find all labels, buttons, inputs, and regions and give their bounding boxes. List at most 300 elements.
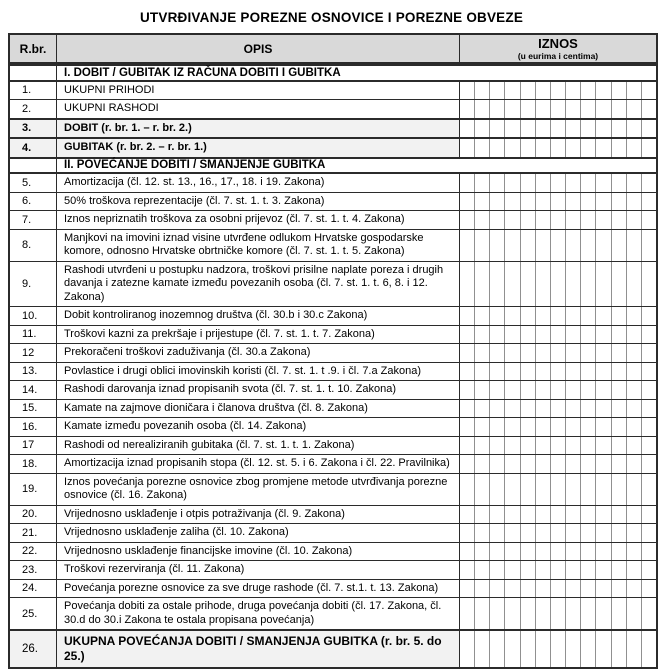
digit-box[interactable] [595,381,610,399]
digit-box[interactable] [520,631,535,667]
digit-box[interactable] [595,455,610,473]
digit-box[interactable] [504,230,519,261]
digit-box[interactable] [504,580,519,598]
digit-box[interactable] [641,400,656,418]
digit-box[interactable] [580,524,595,542]
digit-box[interactable] [460,598,474,629]
digit-box[interactable] [489,174,504,192]
digit-box[interactable] [626,139,641,157]
digit-box[interactable] [565,100,580,118]
digit-box[interactable] [504,174,519,192]
digit-box[interactable] [489,474,504,505]
digit-box[interactable] [504,193,519,211]
digit-box[interactable] [460,193,474,211]
digit-box[interactable] [460,100,474,118]
digit-box[interactable] [550,506,565,524]
digit-box[interactable] [641,344,656,362]
digit-box[interactable] [535,230,550,261]
digit-box[interactable] [641,437,656,455]
digit-box[interactable] [504,400,519,418]
digit-box[interactable] [460,418,474,436]
digit-box[interactable] [641,211,656,229]
digit-box[interactable] [595,307,610,325]
digit-box[interactable] [595,139,610,157]
digit-box[interactable] [595,524,610,542]
digit-box[interactable] [504,455,519,473]
digit-box[interactable] [565,506,580,524]
digit-box[interactable] [580,418,595,436]
digit-box[interactable] [520,561,535,579]
digit-box[interactable] [611,139,626,157]
digit-box[interactable] [565,363,580,381]
digit-box[interactable] [504,524,519,542]
digit-box[interactable] [550,437,565,455]
digit-box[interactable] [611,543,626,561]
digit-box[interactable] [535,211,550,229]
digit-box[interactable] [474,598,489,629]
digit-box[interactable] [550,174,565,192]
digit-box[interactable] [595,120,610,138]
digit-box[interactable] [565,139,580,157]
digit-box[interactable] [460,381,474,399]
digit-box[interactable] [535,400,550,418]
digit-box[interactable] [460,561,474,579]
digit-box[interactable] [504,631,519,667]
digit-box[interactable] [520,211,535,229]
digit-box[interactable] [641,524,656,542]
digit-box[interactable] [474,631,489,667]
digit-box[interactable] [504,139,519,157]
digit-box[interactable] [520,381,535,399]
digit-box[interactable] [535,100,550,118]
digit-box[interactable] [626,262,641,307]
digit-box[interactable] [565,326,580,344]
digit-box[interactable] [474,543,489,561]
digit-box[interactable] [611,455,626,473]
digit-box[interactable] [504,506,519,524]
digit-box[interactable] [489,120,504,138]
digit-box[interactable] [580,363,595,381]
digit-box[interactable] [489,193,504,211]
digit-box[interactable] [611,381,626,399]
digit-box[interactable] [550,418,565,436]
digit-box[interactable] [550,598,565,629]
digit-box[interactable] [460,363,474,381]
digit-box[interactable] [550,100,565,118]
digit-box[interactable] [580,82,595,100]
digit-box[interactable] [626,631,641,667]
digit-box[interactable] [504,211,519,229]
digit-box[interactable] [520,418,535,436]
digit-box[interactable] [580,139,595,157]
digit-box[interactable] [595,631,610,667]
digit-box[interactable] [460,174,474,192]
digit-box[interactable] [460,344,474,362]
digit-box[interactable] [565,631,580,667]
digit-box[interactable] [460,455,474,473]
digit-box[interactable] [460,82,474,100]
digit-box[interactable] [489,139,504,157]
digit-box[interactable] [611,174,626,192]
digit-box[interactable] [580,381,595,399]
digit-box[interactable] [611,193,626,211]
digit-box[interactable] [611,561,626,579]
digit-box[interactable] [595,363,610,381]
digit-box[interactable] [595,100,610,118]
digit-box[interactable] [474,262,489,307]
digit-box[interactable] [580,307,595,325]
digit-box[interactable] [535,326,550,344]
digit-box[interactable] [595,400,610,418]
digit-box[interactable] [550,120,565,138]
digit-box[interactable] [611,326,626,344]
digit-box[interactable] [474,230,489,261]
digit-box[interactable] [474,211,489,229]
digit-box[interactable] [474,82,489,100]
digit-box[interactable] [460,437,474,455]
digit-box[interactable] [641,561,656,579]
digit-box[interactable] [504,598,519,629]
digit-box[interactable] [489,455,504,473]
digit-box[interactable] [626,524,641,542]
digit-box[interactable] [595,211,610,229]
digit-box[interactable] [580,455,595,473]
digit-box[interactable] [535,437,550,455]
digit-box[interactable] [460,139,474,157]
digit-box[interactable] [489,543,504,561]
digit-box[interactable] [460,474,474,505]
digit-box[interactable] [550,455,565,473]
digit-box[interactable] [595,506,610,524]
digit-box[interactable] [460,262,474,307]
digit-box[interactable] [626,82,641,100]
digit-box[interactable] [520,455,535,473]
digit-box[interactable] [611,100,626,118]
digit-box[interactable] [550,326,565,344]
digit-box[interactable] [580,344,595,362]
digit-box[interactable] [550,211,565,229]
digit-box[interactable] [580,120,595,138]
digit-box[interactable] [641,598,656,629]
digit-box[interactable] [611,400,626,418]
digit-box[interactable] [580,437,595,455]
digit-box[interactable] [550,561,565,579]
digit-box[interactable] [641,506,656,524]
digit-box[interactable] [535,307,550,325]
digit-box[interactable] [489,580,504,598]
digit-box[interactable] [565,262,580,307]
digit-box[interactable] [550,474,565,505]
digit-box[interactable] [535,363,550,381]
digit-box[interactable] [626,230,641,261]
digit-box[interactable] [474,506,489,524]
digit-box[interactable] [535,418,550,436]
digit-box[interactable] [474,561,489,579]
digit-box[interactable] [520,230,535,261]
digit-box[interactable] [611,230,626,261]
digit-box[interactable] [474,381,489,399]
digit-box[interactable] [611,474,626,505]
digit-box[interactable] [565,561,580,579]
digit-box[interactable] [489,307,504,325]
digit-box[interactable] [489,437,504,455]
digit-box[interactable] [489,326,504,344]
digit-box[interactable] [460,400,474,418]
digit-box[interactable] [565,418,580,436]
digit-box[interactable] [565,400,580,418]
digit-box[interactable] [595,561,610,579]
digit-box[interactable] [550,193,565,211]
digit-box[interactable] [474,193,489,211]
digit-box[interactable] [580,400,595,418]
digit-box[interactable] [535,344,550,362]
digit-box[interactable] [611,506,626,524]
digit-box[interactable] [550,381,565,399]
digit-box[interactable] [626,381,641,399]
digit-box[interactable] [611,344,626,362]
digit-box[interactable] [520,82,535,100]
digit-box[interactable] [580,543,595,561]
digit-box[interactable] [489,211,504,229]
digit-box[interactable] [641,262,656,307]
digit-box[interactable] [641,363,656,381]
digit-box[interactable] [474,437,489,455]
digit-box[interactable] [520,193,535,211]
digit-box[interactable] [641,82,656,100]
digit-box[interactable] [460,211,474,229]
digit-box[interactable] [504,326,519,344]
digit-box[interactable] [504,543,519,561]
digit-box[interactable] [626,100,641,118]
digit-box[interactable] [520,543,535,561]
digit-box[interactable] [565,598,580,629]
digit-box[interactable] [504,418,519,436]
digit-box[interactable] [535,262,550,307]
digit-box[interactable] [611,120,626,138]
digit-box[interactable] [535,524,550,542]
digit-box[interactable] [565,344,580,362]
digit-box[interactable] [489,230,504,261]
digit-box[interactable] [641,120,656,138]
digit-box[interactable] [474,344,489,362]
digit-box[interactable] [626,344,641,362]
digit-box[interactable] [474,455,489,473]
digit-box[interactable] [474,580,489,598]
digit-box[interactable] [520,524,535,542]
digit-box[interactable] [504,262,519,307]
digit-box[interactable] [626,437,641,455]
digit-box[interactable] [641,230,656,261]
digit-box[interactable] [460,326,474,344]
digit-box[interactable] [474,139,489,157]
digit-box[interactable] [550,524,565,542]
digit-box[interactable] [565,82,580,100]
digit-box[interactable] [611,631,626,667]
digit-box[interactable] [611,418,626,436]
digit-box[interactable] [474,524,489,542]
digit-box[interactable] [535,193,550,211]
digit-box[interactable] [550,363,565,381]
digit-box[interactable] [565,381,580,399]
digit-box[interactable] [504,381,519,399]
digit-box[interactable] [520,598,535,629]
digit-box[interactable] [474,120,489,138]
digit-box[interactable] [626,400,641,418]
digit-box[interactable] [641,307,656,325]
digit-box[interactable] [504,82,519,100]
digit-box[interactable] [520,307,535,325]
digit-box[interactable] [550,344,565,362]
digit-box[interactable] [595,580,610,598]
digit-box[interactable] [535,120,550,138]
digit-box[interactable] [595,262,610,307]
digit-box[interactable] [611,262,626,307]
digit-box[interactable] [550,262,565,307]
digit-box[interactable] [626,561,641,579]
digit-box[interactable] [595,174,610,192]
digit-box[interactable] [611,307,626,325]
digit-box[interactable] [611,437,626,455]
digit-box[interactable] [520,100,535,118]
digit-box[interactable] [489,561,504,579]
digit-box[interactable] [565,474,580,505]
digit-box[interactable] [520,262,535,307]
digit-box[interactable] [641,174,656,192]
digit-box[interactable] [489,363,504,381]
digit-box[interactable] [535,543,550,561]
digit-box[interactable] [504,437,519,455]
digit-box[interactable] [474,174,489,192]
digit-box[interactable] [460,631,474,667]
digit-box[interactable] [535,580,550,598]
digit-box[interactable] [626,120,641,138]
digit-box[interactable] [565,437,580,455]
digit-box[interactable] [626,474,641,505]
digit-box[interactable] [595,82,610,100]
digit-box[interactable] [550,543,565,561]
digit-box[interactable] [504,307,519,325]
digit-box[interactable] [535,82,550,100]
digit-box[interactable] [474,418,489,436]
digit-box[interactable] [626,193,641,211]
digit-box[interactable] [474,100,489,118]
digit-box[interactable] [520,580,535,598]
digit-box[interactable] [626,307,641,325]
digit-box[interactable] [641,100,656,118]
digit-box[interactable] [550,230,565,261]
digit-box[interactable] [489,598,504,629]
digit-box[interactable] [595,474,610,505]
digit-box[interactable] [626,580,641,598]
digit-box[interactable] [595,543,610,561]
digit-box[interactable] [626,543,641,561]
digit-box[interactable] [565,193,580,211]
digit-box[interactable] [520,437,535,455]
digit-box[interactable] [550,400,565,418]
digit-box[interactable] [565,211,580,229]
digit-box[interactable] [595,344,610,362]
digit-box[interactable] [489,262,504,307]
digit-box[interactable] [611,580,626,598]
digit-box[interactable] [489,418,504,436]
digit-box[interactable] [580,262,595,307]
digit-box[interactable] [641,326,656,344]
digit-box[interactable] [611,211,626,229]
digit-box[interactable] [565,307,580,325]
digit-box[interactable] [535,561,550,579]
digit-box[interactable] [580,631,595,667]
digit-box[interactable] [489,400,504,418]
digit-box[interactable] [550,307,565,325]
digit-box[interactable] [504,474,519,505]
digit-box[interactable] [565,524,580,542]
digit-box[interactable] [535,631,550,667]
digit-box[interactable] [489,506,504,524]
digit-box[interactable] [580,598,595,629]
digit-box[interactable] [535,598,550,629]
digit-box[interactable] [626,506,641,524]
digit-box[interactable] [595,598,610,629]
digit-box[interactable] [535,506,550,524]
digit-box[interactable] [550,631,565,667]
digit-box[interactable] [580,561,595,579]
digit-box[interactable] [641,580,656,598]
digit-box[interactable] [474,307,489,325]
digit-box[interactable] [595,230,610,261]
digit-box[interactable] [595,193,610,211]
digit-box[interactable] [535,455,550,473]
digit-box[interactable] [565,543,580,561]
digit-box[interactable] [474,326,489,344]
digit-box[interactable] [460,524,474,542]
digit-box[interactable] [565,455,580,473]
digit-box[interactable] [520,363,535,381]
digit-box[interactable] [626,598,641,629]
digit-box[interactable] [580,211,595,229]
digit-box[interactable] [641,631,656,667]
digit-box[interactable] [460,506,474,524]
digit-box[interactable] [626,174,641,192]
digit-box[interactable] [520,326,535,344]
digit-box[interactable] [474,400,489,418]
digit-box[interactable] [535,139,550,157]
digit-box[interactable] [641,381,656,399]
digit-box[interactable] [460,543,474,561]
digit-box[interactable] [641,543,656,561]
digit-box[interactable] [520,139,535,157]
digit-box[interactable] [641,193,656,211]
digit-box[interactable] [611,82,626,100]
digit-box[interactable] [535,474,550,505]
digit-box[interactable] [504,120,519,138]
digit-box[interactable] [626,326,641,344]
digit-box[interactable] [580,474,595,505]
digit-box[interactable] [520,506,535,524]
digit-box[interactable] [641,455,656,473]
digit-box[interactable] [460,230,474,261]
digit-box[interactable] [520,400,535,418]
digit-box[interactable] [626,418,641,436]
digit-box[interactable] [641,474,656,505]
digit-box[interactable] [595,418,610,436]
digit-box[interactable] [520,174,535,192]
digit-box[interactable] [580,230,595,261]
digit-box[interactable] [611,363,626,381]
digit-box[interactable] [565,230,580,261]
digit-box[interactable] [520,474,535,505]
digit-box[interactable] [611,524,626,542]
digit-box[interactable] [641,139,656,157]
